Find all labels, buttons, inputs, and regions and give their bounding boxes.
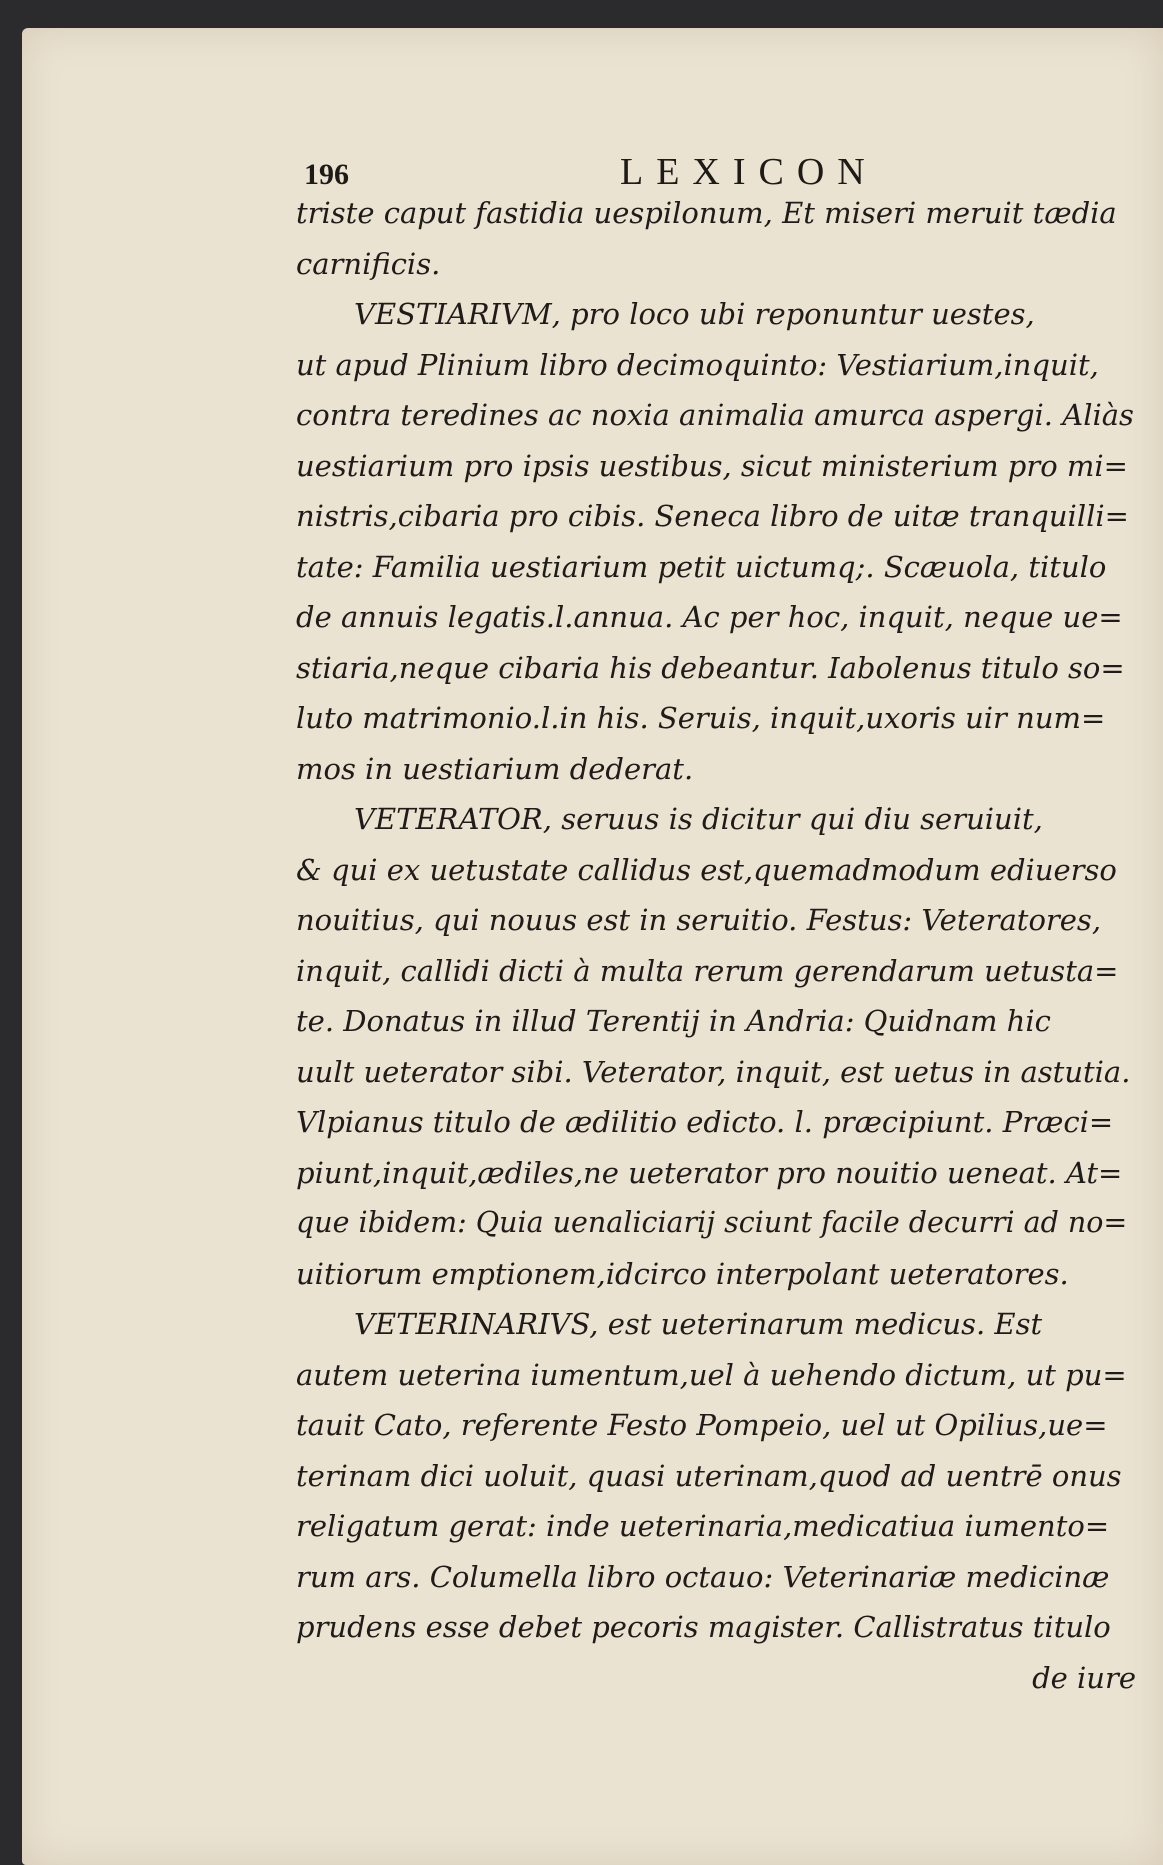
text-line: inquit, callidi dicti à multa rerum gerendarum uetusta=	[296, 953, 1119, 988]
text-line: nistris,cibaria pro cibis. Seneca libro de uitæ tranquilli=	[296, 499, 1129, 533]
text-line: que ibidem: Quia uenaliciarij sciunt facile decurri ad no=	[296, 1206, 1128, 1239]
text-line: stiaria,neque cibaria his debeantur. Iabolenus titulo so=	[296, 650, 1125, 685]
text-line: terinam dici uoluit, quasi uterinam,quod ad uentrē onus	[296, 1458, 1122, 1493]
text-line: religatum gerat: inde ueterinaria,medicatiua iumento=	[296, 1509, 1110, 1543]
text-line: de annuis legatis.l.annua. Ac per hoc, inquit, neque ue=	[296, 600, 1123, 634]
page-number: 196	[304, 158, 349, 191]
text-line: tauit Cato, referente Festo Pompeio, uel ut Opilius,ue=	[296, 1408, 1108, 1442]
text-line: uestiarium pro ipsis uestibus, sicut ministerium pro mi=	[296, 448, 1128, 483]
text-line: prudens esse debet pecoris magister. Callistratus titulo	[296, 1610, 1111, 1644]
text-line: te. Donatus in illud Terentij in Andria: Quidnam hic	[296, 1004, 1051, 1038]
text-line: ut apud Plinium libro decimoquinto: Vestiarium,inquit,	[296, 347, 1099, 382]
text-line: uult ueterator sibi. Veterator, inquit, est uetus in astutia.	[296, 1054, 1131, 1089]
text-line: nouitius, qui nouus est in seruitio. Festus: Veteratores,	[296, 903, 1102, 937]
text-line: tate: Familia uestiarium petit uictumq;. Scæuola, titulo	[296, 549, 1107, 584]
text-line: Vlpianus titulo de ædilitio edicto. l. præcipiunt. Præci=	[296, 1105, 1114, 1139]
entry-vestiarium: VESTIARIVM, pro loco ubi reponuntur uestes,	[354, 297, 1035, 331]
text-line: uitiorum emptionem,idcirco interpolant ueteratores.	[296, 1256, 1069, 1291]
text-line: carnificis.	[296, 246, 441, 281]
main-text	[296, 188, 1136, 1703]
text-line: autem ueterina iumentum,uel à uehendo dictum, ut pu=	[296, 1357, 1127, 1392]
text-line: luto matrimonio.l.in his. Seruis, inquit,uxoris uir num=	[296, 701, 1106, 735]
catchword: de iure	[1032, 1660, 1136, 1695]
text-line: rum ars. Columella libro octauo: Veterinariæ medicinæ	[296, 1559, 1110, 1594]
entry-veterinarius: VETERINARIVS, est ueterinarum medicus. Est	[354, 1307, 1043, 1341]
running-head: LEXICON	[620, 151, 878, 193]
text-line: & qui ex uetustate callidus est,quemadmodum ediuerso	[296, 852, 1117, 887]
entry-veterator: VETERATOR, seruus is dicitur qui diu seruiuit,	[354, 802, 1043, 836]
text-line: triste caput fastidia uespilonum, Et miseri meruit tædia	[296, 196, 1117, 230]
text-line: mos in uestiarium dederat.	[296, 751, 694, 786]
text-line: contra teredines ac noxia animalia amurca aspergi. Aliàs	[296, 398, 1134, 432]
text-line: piunt,inquit,ædiles,ne ueterator pro nouitio ueneat. At=	[296, 1155, 1123, 1190]
